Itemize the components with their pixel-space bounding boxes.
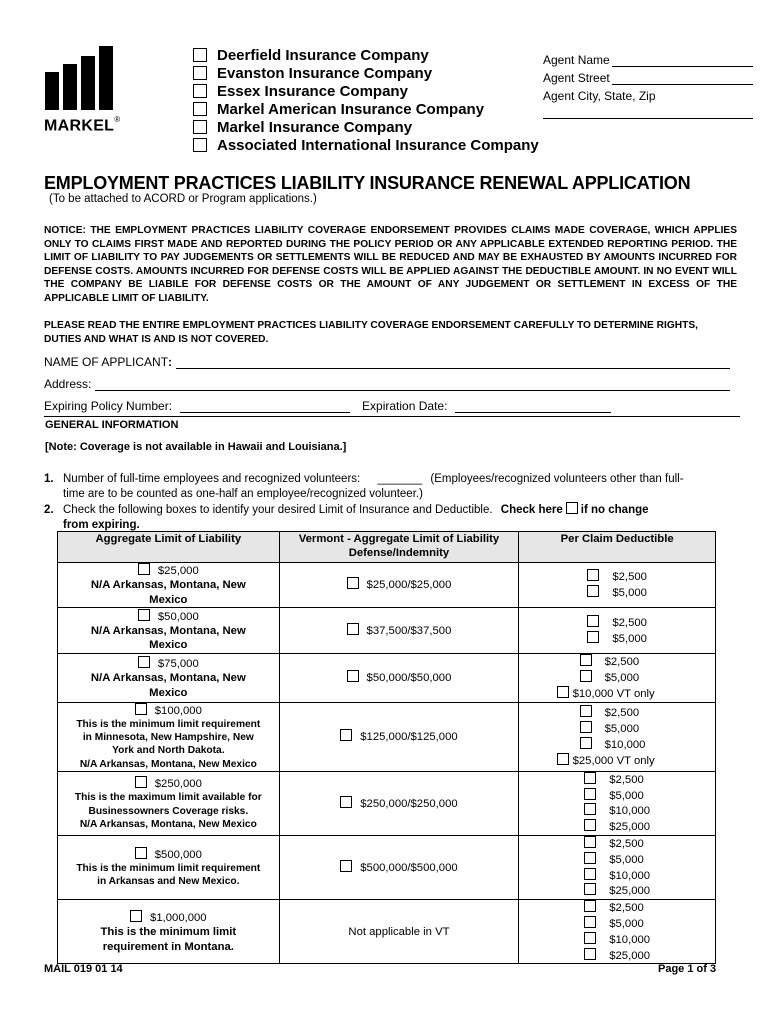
deductible-checkbox[interactable]	[584, 932, 596, 944]
vermont-limit-cell	[279, 900, 519, 964]
deductible-cell	[519, 608, 716, 654]
limit-row	[58, 654, 716, 702]
deductible-option[interactable]: $25,000	[584, 819, 650, 835]
deductible-checkbox[interactable]	[584, 852, 596, 864]
aggregate-limit-cell	[58, 836, 280, 900]
expiring-policy-input[interactable]	[180, 400, 350, 413]
agent-block	[543, 49, 753, 103]
deductible-checkbox[interactable]	[557, 686, 569, 698]
deductible-option[interactable]: $5,000	[587, 585, 647, 601]
divider	[44, 416, 740, 417]
deductible-option[interactable]: $5,000	[580, 670, 655, 686]
limit-note: Mexico	[149, 593, 188, 606]
vermont-limit-checkbox[interactable]	[340, 796, 352, 808]
vermont-limit-option[interactable]: $125,000/$125,000	[280, 729, 519, 744]
vermont-limit-checkbox[interactable]	[340, 729, 352, 741]
limit-note: N/A Arkansas, Montana, New Mexico	[79, 758, 257, 770]
deductible-checkbox[interactable]	[584, 900, 596, 912]
limits-table	[57, 531, 716, 964]
vermont-limit-cell	[279, 702, 519, 771]
company-checkbox[interactable]	[193, 66, 207, 80]
deductible-cell	[519, 563, 716, 608]
deductible-checkbox[interactable]	[584, 868, 596, 880]
deductible-cell	[519, 900, 716, 964]
aggregate-limit-cell	[58, 608, 280, 654]
company-option-markel-american[interactable]: Markel American Insurance Company	[193, 100, 543, 118]
limit-row	[58, 608, 716, 654]
deductible-option[interactable]: $25,000	[584, 883, 650, 899]
deductible-option[interactable]: $2,500	[580, 705, 655, 721]
limit-checkbox[interactable]	[130, 910, 142, 922]
markel-logo-wordmark: MARKEL®	[44, 115, 121, 135]
page-title: EMPLOYMENT PRACTICES LIABILITY INSURANCE RENEWAL APPLICATION	[44, 173, 691, 193]
limit-checkbox[interactable]	[135, 703, 147, 715]
limit-note: Mexico	[149, 686, 188, 699]
company-checkbox[interactable]	[193, 120, 207, 134]
limit-note: N/A Arkansas, Montana, New	[90, 625, 246, 638]
vermont-limit-cell	[279, 563, 519, 608]
deductible-cell	[519, 771, 716, 835]
vermont-limit-checkbox[interactable]	[340, 860, 352, 872]
deductible-cell	[519, 654, 716, 702]
company-option-associated-international[interactable]: Associated International Insurance Company	[193, 136, 543, 154]
expiring-policy-field: Expiring Policy Number: Expiration Date:	[44, 399, 644, 413]
limit-note: This is the minimum limit requirement	[76, 863, 261, 875]
deductible-checkbox[interactable]	[580, 737, 592, 749]
form-number: MAIL 019 01 14	[44, 963, 123, 975]
vermont-limit-option: Not applicable in VT	[348, 925, 450, 938]
deductible-option[interactable]: $10,000	[584, 803, 650, 819]
deductible-option[interactable]: $10,000	[584, 932, 650, 948]
vermont-limit-option[interactable]: $250,000/$250,000	[280, 796, 519, 811]
deductible-checkbox[interactable]	[584, 836, 596, 848]
deductible-checkbox[interactable]	[584, 948, 596, 960]
column-header-deductible: Per Claim Deductible	[519, 532, 716, 563]
limit-option[interactable]: $500,000	[58, 847, 279, 862]
question-1: 1. Number of full-time employees and recognized volunteers: _______ (Employees/recognized volunteers other than full- time are to be counted as one-half an employee/recognized volunteer.)	[44, 473, 684, 500]
deductible-cell	[519, 836, 716, 900]
vermont-limit-cell	[279, 836, 519, 900]
aggregate-limit-cell	[58, 771, 280, 835]
column-header-aggregate-limit: Aggregate Limit of Liability	[58, 532, 280, 563]
deductible-option[interactable]: $5,000	[580, 721, 655, 737]
limit-row	[58, 702, 716, 771]
limit-note: N/A Arkansas, Montana, New Mexico	[79, 818, 257, 830]
company-checklist	[193, 46, 543, 154]
deductible-option[interactable]: $25,000 VT only	[557, 753, 655, 769]
deductible-checkbox[interactable]	[587, 585, 599, 597]
agent-street-field[interactable]: Agent Street	[543, 67, 753, 85]
limit-note: York and North Dakota.	[112, 745, 225, 757]
deductible-option[interactable]: $5,000	[587, 631, 647, 647]
limit-note: N/A Arkansas, Montana, New	[90, 579, 246, 592]
limit-note: in Arkansas and New Mexico.	[97, 876, 240, 888]
page-subtitle: (To be attached to ACORD or Program applications.)	[49, 193, 317, 205]
expiration-date-input[interactable]	[455, 400, 611, 413]
limit-checkbox[interactable]	[138, 563, 150, 575]
deductible-checkbox[interactable]	[580, 654, 592, 666]
vermont-limit-checkbox[interactable]	[347, 623, 359, 635]
column-header-vermont-limit: Vermont - Aggregate Limit of Liability Defense/Indemnity	[279, 532, 519, 563]
section-heading: GENERAL INFORMATION	[45, 419, 179, 431]
page-number: Page 1 of 3	[658, 963, 717, 975]
deductible-option[interactable]: $2,500	[587, 615, 647, 631]
deductible-checkbox[interactable]	[584, 916, 596, 928]
deductible-checkbox[interactable]	[557, 753, 569, 765]
company-option-deerfield[interactable]: Deerfield Insurance Company	[193, 46, 543, 64]
limit-checkbox[interactable]	[138, 609, 150, 621]
aggregate-limit-cell	[58, 900, 280, 964]
limit-checkbox[interactable]	[135, 776, 147, 788]
deductible-checkbox[interactable]	[584, 819, 596, 831]
company-checkbox[interactable]	[193, 84, 207, 98]
deductible-option[interactable]: $2,500	[584, 900, 650, 916]
deductible-option[interactable]: $10,000 VT only	[557, 686, 655, 702]
limit-row	[58, 836, 716, 900]
address-input[interactable]	[95, 378, 730, 391]
deductible-checkbox[interactable]	[584, 803, 596, 815]
limit-note: Businessowners Coverage risks.	[88, 805, 249, 817]
deductible-checkbox[interactable]	[580, 721, 592, 733]
limit-option[interactable]: $1,000,000	[58, 910, 279, 925]
deductible-option[interactable]: $5,000	[584, 852, 650, 868]
vermont-limit-option[interactable]: $50,000/$50,000	[280, 670, 519, 685]
aggregate-limit-cell	[58, 563, 280, 608]
vermont-limit-option[interactable]: $25,000/$25,000	[280, 577, 519, 592]
limit-option[interactable]: $50,000	[58, 609, 279, 624]
vermont-limit-cell	[279, 608, 519, 654]
deductible-cell	[519, 702, 716, 771]
company-option-markel[interactable]: Markel Insurance Company	[193, 118, 543, 136]
limit-option[interactable]: $100,000	[58, 703, 279, 718]
deductible-checkbox[interactable]	[580, 670, 592, 682]
please-read-paragraph: PLEASE READ THE ENTIRE EMPLOYMENT PRACTICES LIABILITY COVERAGE ENDORSEMENT CAREFULLY TO DETERMINE RIGHTS, DUTIES AND WHAT IS AND IS NOT COVERED.	[44, 320, 698, 345]
aggregate-limit-cell	[58, 654, 280, 702]
vermont-limit-checkbox[interactable]	[347, 670, 359, 682]
limit-row	[58, 771, 716, 835]
no-change-checkbox[interactable]	[566, 502, 578, 514]
vermont-limit-option[interactable]: $37,500/$37,500	[280, 623, 519, 638]
company-option-essex[interactable]: Essex Insurance Company	[193, 82, 543, 100]
company-checkbox[interactable]	[193, 138, 207, 152]
notice-paragraph: NOTICE: THE EMPLOYMENT PRACTICES LIABILITY COVERAGE ENDORSEMENT PROVIDES CLAIMS MADE COVERAGE, WHICH APPLIES ONLY TO CLAIMS FIRST MADE AND REPORTED DURING THE POLICY PERIOD OR ANY APPLICABLE EXTENDED REPORTING PERIOD. THE LIMIT OF LIABILITY TO PAY JUDGEMENTS OR SETTLEMENTS WILL BE REDUCED AND MAY BE EXHAUSTED BY AMOUNTS INCURRED FOR DEFENSE COSTS. AMOUNTS INCURRED FOR DEFENSE COSTS WILL BE APPLIED AGAINST THE DEDUCTIBLE AMOUNT. IN NO EVENT WILL THE COMPANY BE LIABILE FOR DEFENSE COSTS OR THE AMOUNT OF ANY JUDGEMENT OR SETTLEMENT IN EXCESS OF THE APPLICABLE LIMIT OF LIABILITY.	[44, 225, 737, 304]
deductible-option[interactable]: $2,500	[584, 772, 650, 788]
limit-note: This is the minimum limit requirement	[76, 719, 261, 731]
deductible-option[interactable]: $25,000	[584, 948, 650, 964]
question-2: 2. Check the following boxes to identify your desired Limit of Insurance and Deductible. Check here if no change from expiring.	[44, 504, 649, 531]
deductible-checkbox[interactable]	[584, 788, 596, 800]
limit-note: Mexico	[149, 639, 188, 652]
vermont-limit-option[interactable]: $500,000/$500,000	[280, 860, 519, 875]
coverage-note: [Note: Coverage is not available in Hawaii and Louisiana.]	[45, 441, 347, 453]
agent-city-field: Agent City, State, Zip	[543, 89, 656, 103]
deductible-option[interactable]: $2,500	[587, 569, 647, 585]
limit-option[interactable]: $75,000	[58, 656, 279, 671]
limit-row	[58, 900, 716, 964]
address-field: Address:	[44, 377, 730, 391]
markel-logo-mark	[45, 50, 113, 110]
limit-note: This is the minimum limit	[100, 926, 237, 939]
limit-note: requirement in Montana.	[102, 940, 234, 953]
aggregate-limit-cell	[58, 702, 280, 771]
agent-city-line[interactable]	[543, 118, 753, 119]
employee-count-input[interactable]: _______	[377, 473, 423, 485]
deductible-option[interactable]: $5,000	[584, 788, 650, 804]
limit-note: N/A Arkansas, Montana, New	[90, 672, 246, 685]
limit-row	[58, 563, 716, 608]
limit-note: This is the maximum limit available for	[74, 792, 262, 804]
deductible-checkbox[interactable]	[587, 569, 599, 581]
limit-option[interactable]: $25,000	[58, 563, 279, 578]
limit-option[interactable]: $250,000	[58, 776, 279, 791]
company-checkbox[interactable]	[193, 102, 207, 116]
vermont-limit-checkbox[interactable]	[347, 577, 359, 589]
deductible-checkbox[interactable]	[587, 615, 599, 627]
applicant-name-field: NAME OF APPLICANT :	[44, 355, 730, 369]
deductible-option[interactable]: $10,000	[584, 868, 650, 884]
limit-checkbox[interactable]	[138, 656, 150, 668]
vermont-limit-cell	[279, 654, 519, 702]
vermont-limit-cell	[279, 771, 519, 835]
deductible-checkbox[interactable]	[580, 705, 592, 717]
deductible-option[interactable]: $10,000	[580, 737, 655, 753]
deductible-checkbox[interactable]	[587, 631, 599, 643]
deductible-option[interactable]: $5,000	[584, 916, 650, 932]
limit-checkbox[interactable]	[135, 847, 147, 859]
deductible-checkbox[interactable]	[584, 772, 596, 784]
deductible-option[interactable]: $2,500	[584, 836, 650, 852]
applicant-name-input[interactable]	[176, 356, 730, 369]
agent-name-field[interactable]: Agent Name	[543, 49, 753, 67]
deductible-option[interactable]: $2,500	[580, 654, 655, 670]
limit-note: in Minnesota, New Hampshire, New	[82, 732, 254, 744]
deductible-checkbox[interactable]	[584, 883, 596, 895]
company-checkbox[interactable]	[193, 48, 207, 62]
company-option-evanston[interactable]: Evanston Insurance Company	[193, 64, 543, 82]
